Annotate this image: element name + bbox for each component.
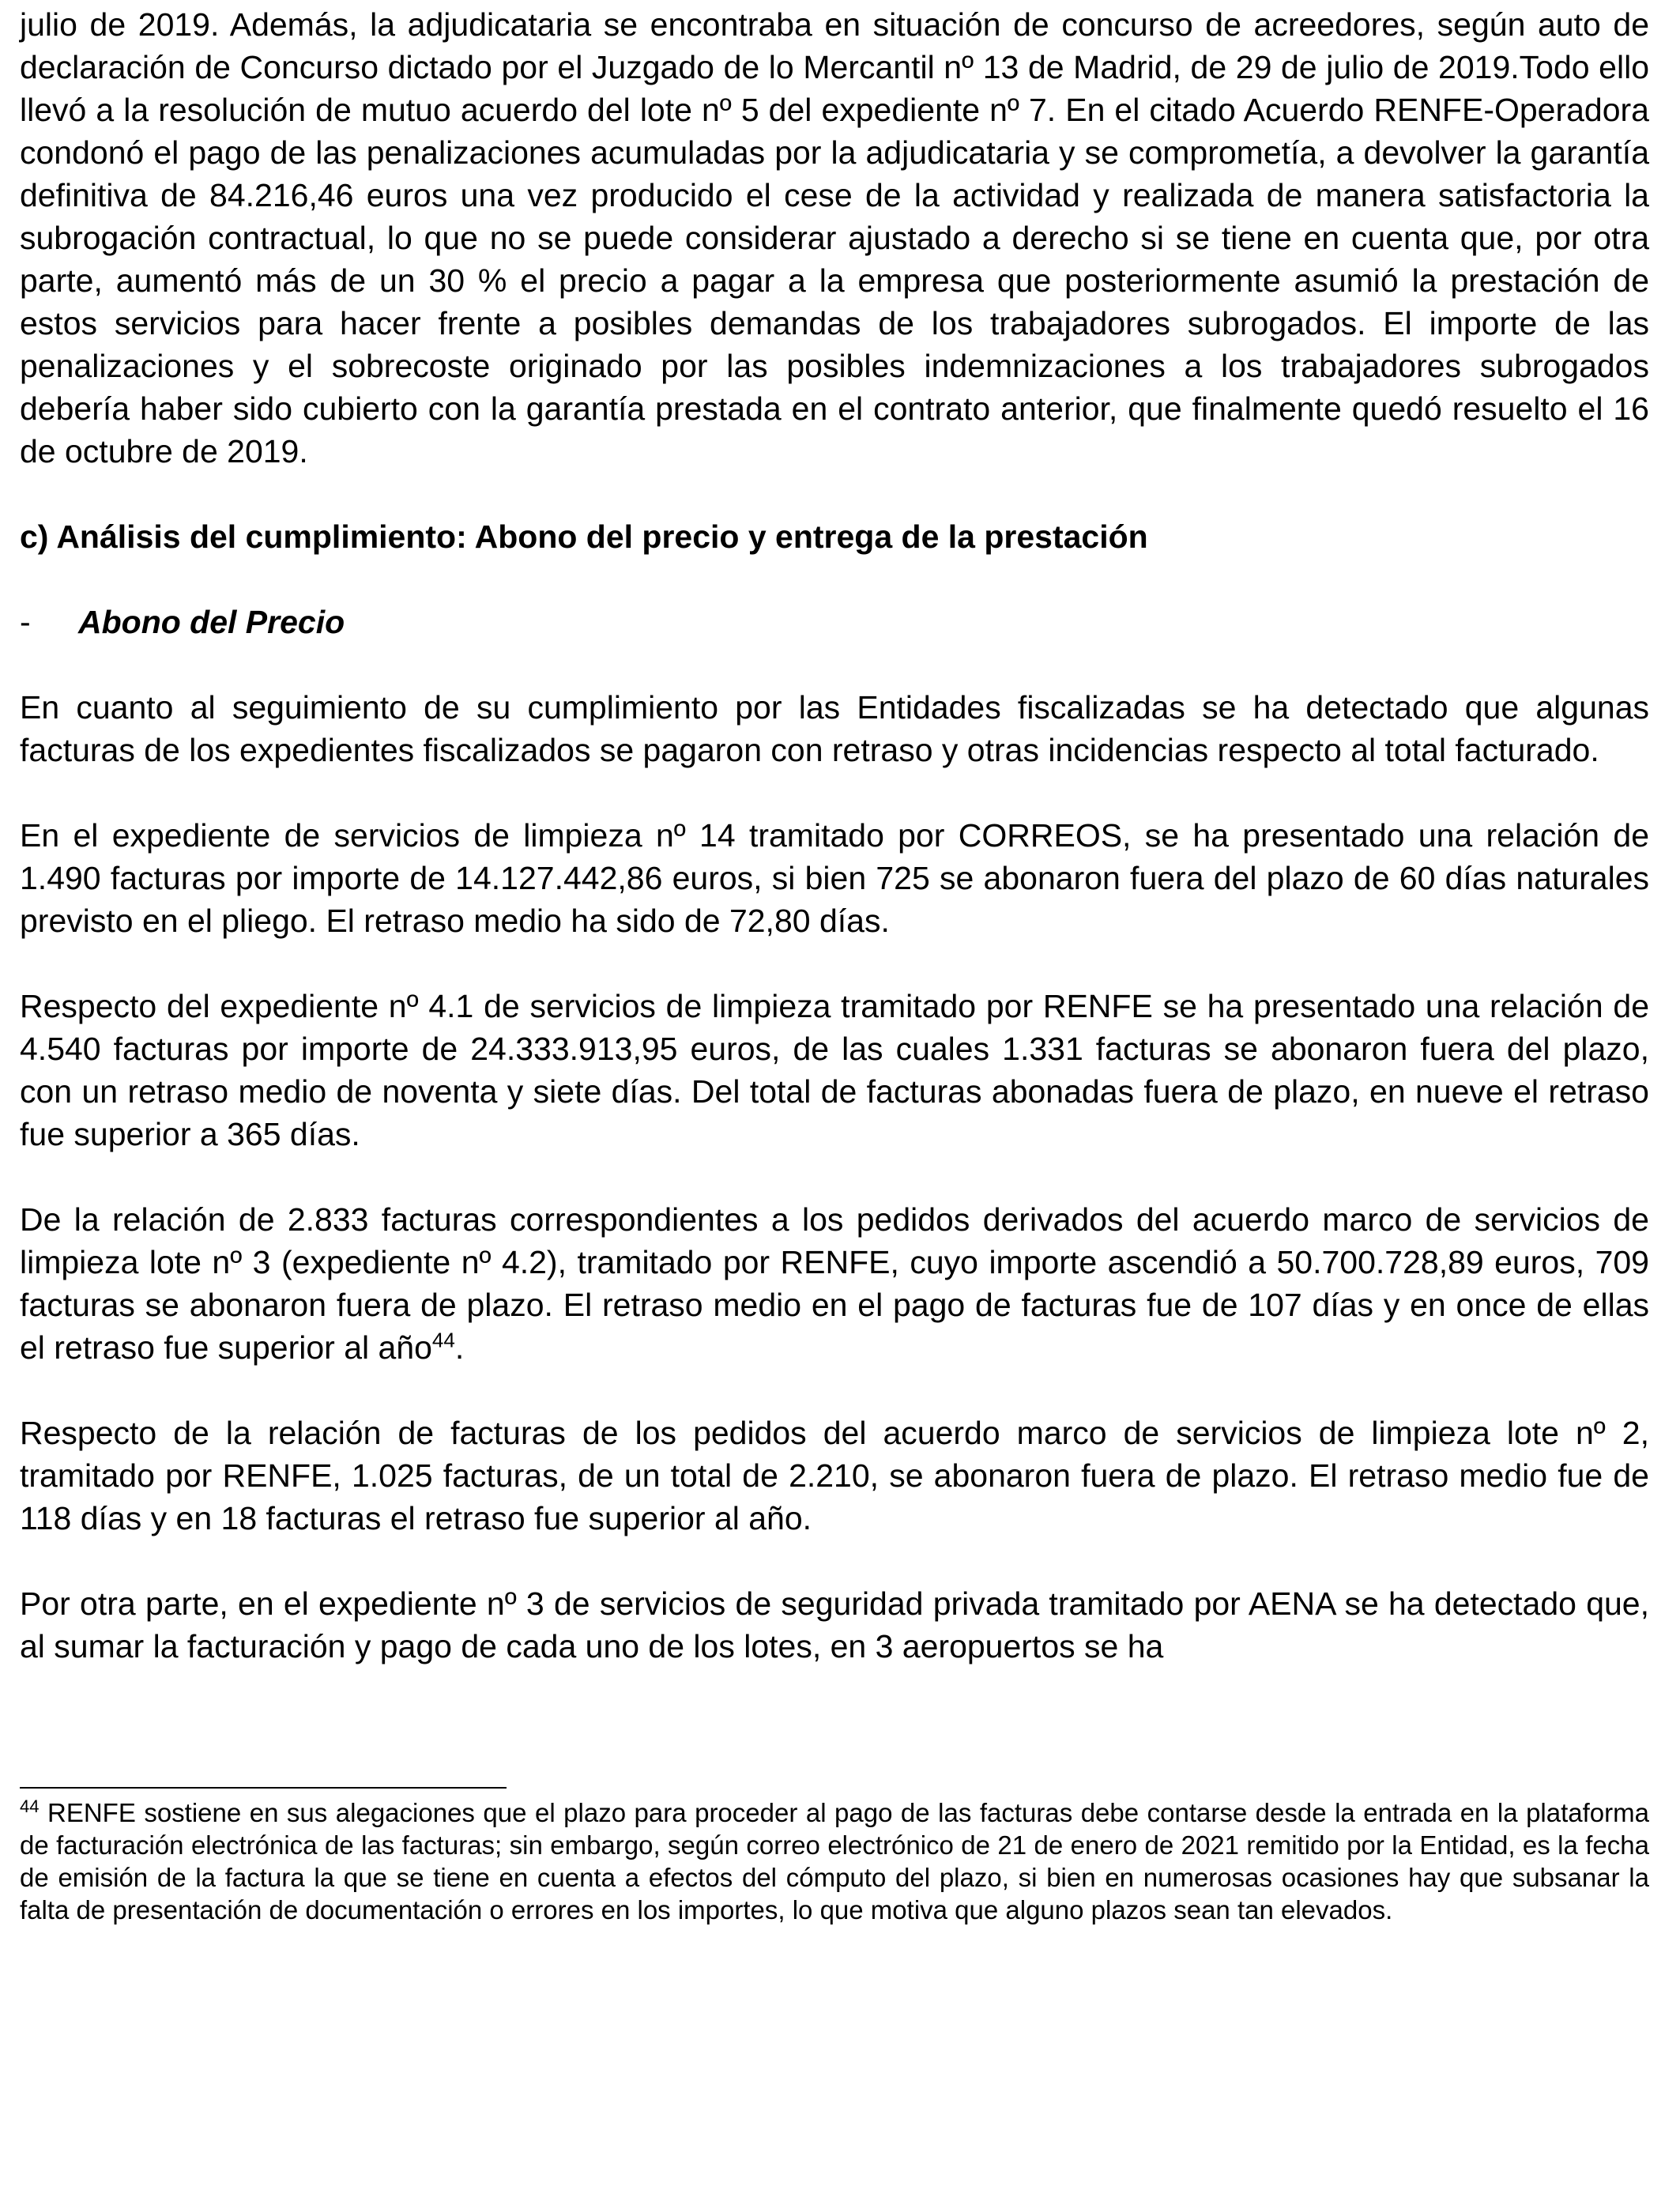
footnote-number: 44: [20, 1796, 40, 1816]
footnote-reference: 44: [431, 1328, 455, 1352]
footnote: [20, 1796, 1649, 1926]
section-heading: c) Análisis del cumplimiento: Abono del precio y entrega de la prestación: [20, 518, 1148, 555]
paragraph-renfe-4-2-end: .: [454, 1329, 465, 1366]
subsection-dash: -: [20, 604, 31, 640]
paragraph-intro: julio de 2019. Además, la adjudicataria se encontraba en situación de concurso de acreedores, según auto de declaración de Concurso dictado por el Juzgado de lo Mercantil nº 13 de Madrid, de 29 de julio de 2019.Todo ello llevó a la resolución de mutuo acuerdo del lote nº 5 del expediente nº 7. En el citado Acuerdo RENFE-Operadora condonó el pago de las penalizaciones acumuladas por la adjudicataria y se comprometía, a devolver la garantía definitiva de 84.216,46 euros una vez producido el cese de la actividad y realizada de manera satisfactoria la subrogación contractual, lo que no se puede considerar ajustado a derecho si se tiene en cuenta que, por otra parte, aumentó más de un 30 % el precio a pagar a la empresa que posteriormente asumió la prestación de estos servicios para hacer frente a posibles demandas de los trabajadores subrogados. El importe de las penalizaciones y el sobrecoste originado por las posibles indemnizaciones a los trabajadores subrogados debería haber sido cubierto con la garantía prestada en el contrato anterior, que finalmente quedó resuelto el 16 de octubre de 2019.: [20, 6, 1649, 469]
paragraph-seguimiento: En cuanto al seguimiento de su cumplimiento por las Entidades fiscalizadas se ha detectado que algunas facturas de los expedientes fiscalizados se pagaron con retraso y otras incidencias respecto al total facturado.: [20, 689, 1649, 768]
paragraph-lote-2: Respecto de la relación de facturas de los pedidos del acuerdo marco de servicios de limpieza lote nº 2, tramitado por RENFE, 1.025 facturas, de un total de 2.210, se abonaron fuera de plazo. El retraso medio fue de 118 días y en 18 facturas el retraso fue superior al año.: [20, 1415, 1649, 1536]
paragraph-renfe-4-1: Respecto del expediente nº 4.1 de servicios de limpieza tramitado por RENFE se ha presentado una relación de 4.540 facturas por importe de 24.333.913,95 euros, de las cuales 1.331 facturas se abonaron fuera del plazo, con un retraso medio de noventa y siete días. Del total de facturas abonadas fuera de plazo, en nueve el retraso fue superior a 365 días.: [20, 988, 1649, 1152]
paragraph-correos: En el expediente de servicios de limpieza nº 14 tramitado por CORREOS, se ha presentado una relación de 1.490 facturas por importe de 14.127.442,86 euros, si bien 725 se abonaron fuera del plazo de 60 días naturales previsto en el pliego. El retraso medio ha sido de 72,80 días.: [20, 817, 1649, 939]
paragraph-renfe-4-2-text: De la relación de 2.833 facturas correspondientes a los pedidos derivados del acuerdo marco de servicios de limpieza lote nº 3 (expediente nº 4.2), tramitado por RENFE, cuyo importe ascendió a 50.700.728,89 euros, 709 facturas se abonaron fuera de plazo. El retraso medio en el pago de facturas fue de 107 días y en once de ellas el retraso fue superior al año: [20, 1201, 1649, 1366]
document-page: [20, 3, 1649, 1668]
footnote-text: RENFE sostiene en sus alegaciones que el plazo para proceder al pago de las facturas debe contarse desde la entrada en la plataforma de facturación electrónica de las facturas; sin embargo, según correo electrónico de 21 de enero de 2021 remitido por la Entidad, es la fecha de emisión de la factura la que se tiene en cuenta a efectos del cómputo del plazo, si bien en numerosas ocasiones hay que subsanar la falta de presentación de documentación o errores en los importes, lo que motiva que alguno plazos sean tan elevados.: [20, 1798, 1649, 1924]
subsection-title: Abono del Precio: [78, 604, 345, 640]
footnote-separator: [20, 1787, 507, 1789]
paragraph-aena: Por otra parte, en el expediente nº 3 de servicios de seguridad privada tramitado por AENA se ha detectado que, al sumar la facturación y pago de cada uno de los lotes, en 3 aeropuertos se ha: [20, 1585, 1649, 1664]
paragraph-renfe-4-2: [20, 1198, 1649, 1369]
subsection-heading: [20, 601, 1649, 643]
